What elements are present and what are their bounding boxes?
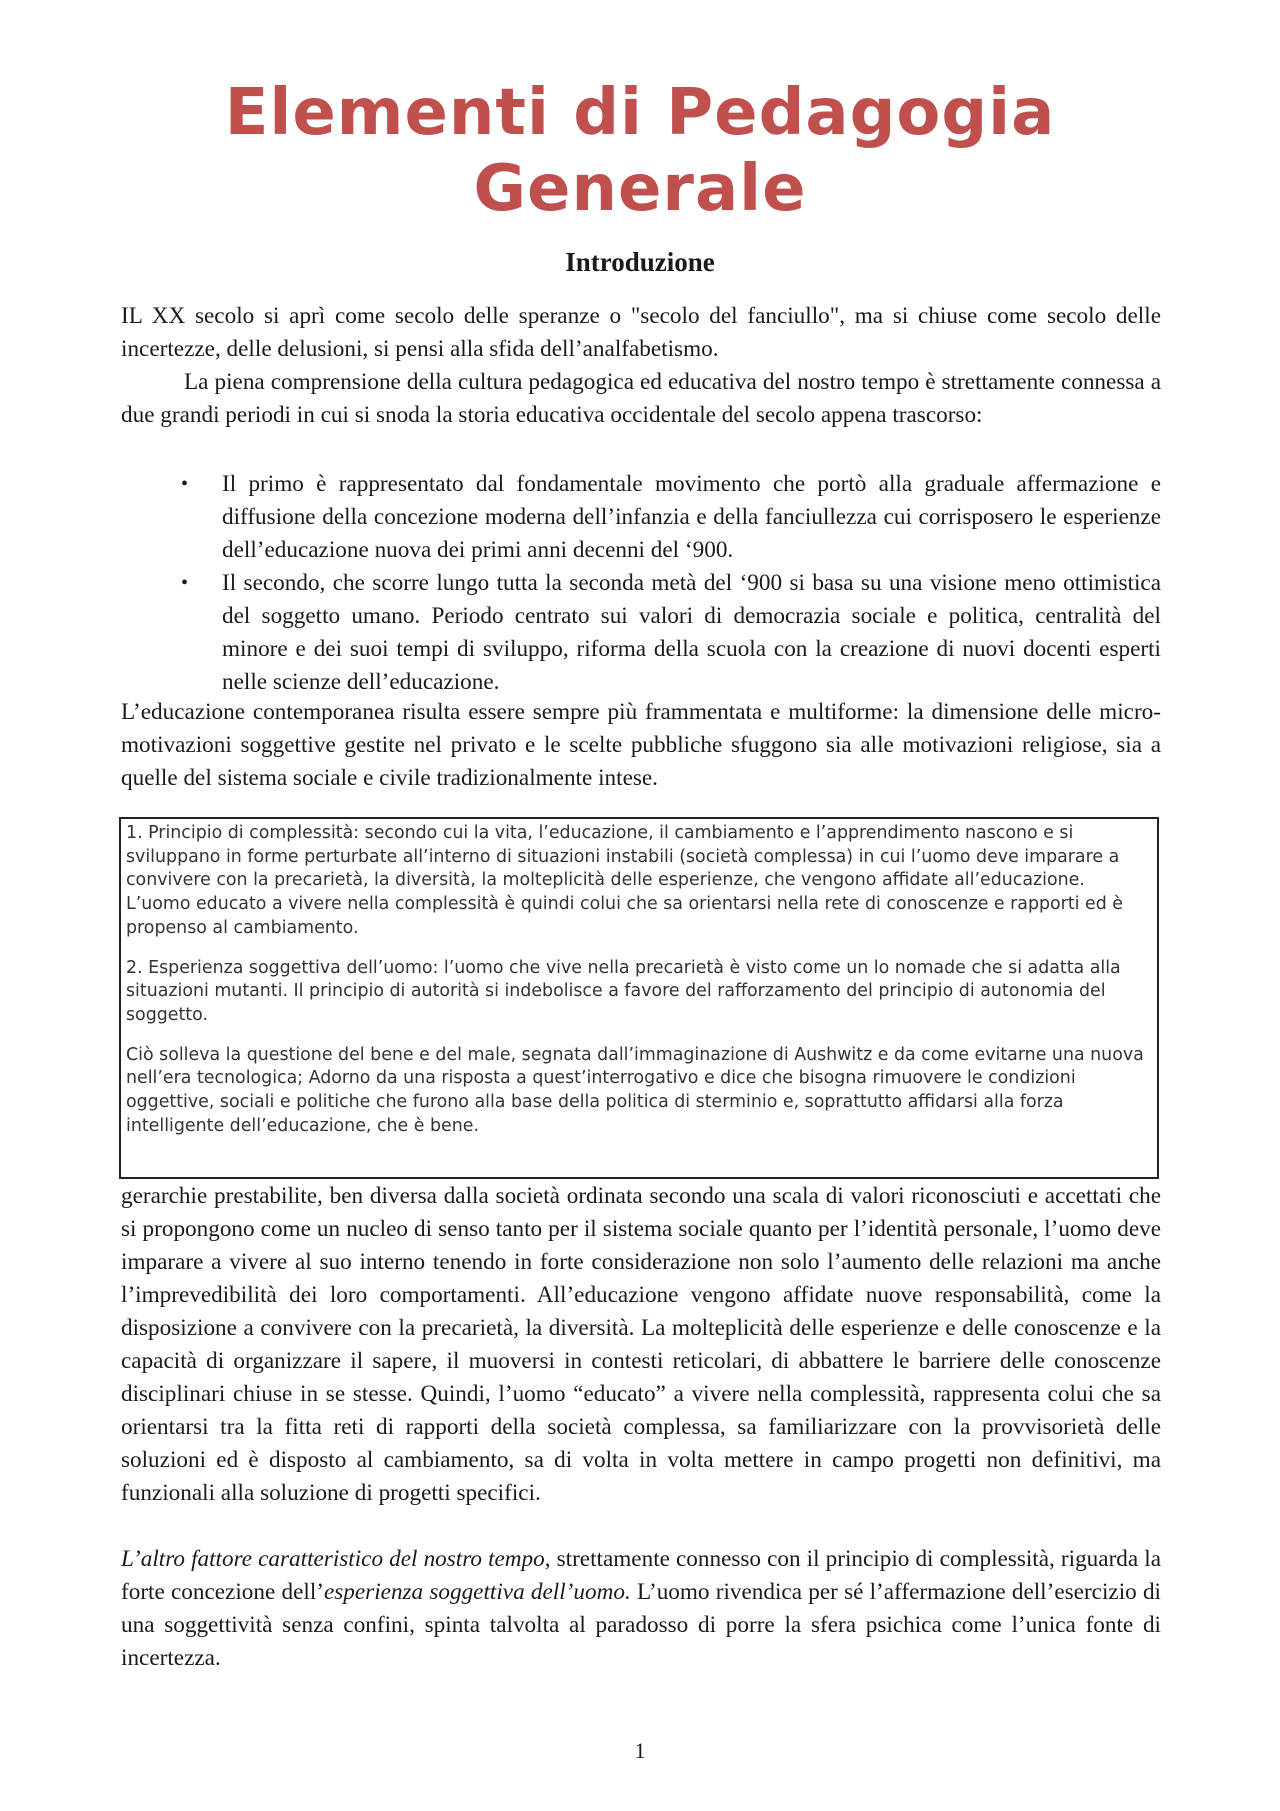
good-and-evil-note: Ciò solleva la questione del bene e del male, segnata dall’immaginazione di Aushwitz e da come evitarne una nuova nell’era tecnologica; Adorno da una risposta a quest’interrogativo e dice che bisogna rimuovere le condizioni oggettive, sociali e politiche che furono alla base della politica di sterminio e, soprattutto affidarsi alla forza intelligente dell’educazione, che è bene. (126, 1044, 1144, 1136)
contemporary-education-paragraph: L’educazione contemporanea risulta essere sempre più frammentata e multiforme: la dimensione delle micro-motivazioni soggettive gestite nel privato e le scelte pubbliche sfuggono sia alle motivazioni religiose, sia a quelle del sistema sociale e civile tradizionalmente intese. (121, 699, 1161, 791)
periods-paragraph: La piena comprensione della cultura pedagogica ed educativa del nostro tempo è strettamente connessa a due grandi periodi in cui si snoda la storia educativa occidentale del secolo appena trascorso: (121, 369, 1161, 428)
document-title (120, 75, 1160, 227)
italic-phrase: esperienza soggettiva dell’uomo. (323, 1579, 631, 1605)
list-item-text: Il primo è rappresentato dal fondamentale movimento che portò alla graduale affermazione e diffusione della concezione moderna dell’infanzia e della fanciullezza cui corrisposero le esperienze dell’educazione nuova dei primi anni decenni del ‘900. (222, 471, 1161, 563)
intro-paragraph: IL XX secolo si aprì come secolo delle speranze o "secolo del fanciullo", ma si chiuse come secolo delle incertezze, delle delusioni, si pensi alla sfida dell’analfabetismo. (121, 303, 1161, 362)
page-number: 1 (634, 1738, 646, 1763)
subjective-factor-paragraph (121, 1543, 1161, 1675)
subjective-experience-principle: 2. Esperienza soggettiva dell’uomo: l’uomo che vive nella precarietà è visto come un lo nomade che si adatta alla situazioni mutanti. Il principio di autorità si indebolisce a favore del rafforzamento del principio di autonomia del soggetto. (126, 957, 1121, 1025)
list-item (121, 468, 1161, 567)
text-run: , strettamente connesso con il principio di complessità, riguarda la forte concezione dell’ (121, 1546, 1161, 1605)
complexity-principle: 1. Principio di complessità: secondo cui la vita, l’educazione, il cambiamento e l’apprendimento nascono e si sviluppano in forme perturbate all’interno di situazioni instabili (società complessa) in cui l’uomo deve imparare a convivere con la precarietà, la diversità, la molteplicità delle esperienze, che vengono affidate all’educazione. L’uomo educato a vivere nella complessità è quindi colui che sa orientarsi nella rete di conoscenze e rapporti ed è propenso al cambiamento. (126, 823, 1123, 938)
principles-box (119, 817, 1159, 1179)
list-item-text: Il secondo, che scorre lungo tutta la seconda metà del ‘900 si basa su una visione meno ottimistica del soggetto umano. Periodo centrato sui valori di democrazia sociale e politica, centralità del minore e dei suoi tempi di sviluppo, riforma della scuola con la creazione di nuovi docenti esperti nelle scienze dell’educazione. (222, 570, 1161, 695)
list-item (121, 567, 1161, 699)
text-run: L’uomo rivendica per sé l’affermazione dell’esercizio di una soggettività senza confini, spinta talvolta al paradosso di porre la sfera psichica come l’unica fonte di incertezza. (121, 1579, 1161, 1671)
italic-phrase: L’altro fattore caratteristico del nostro tempo (121, 1546, 545, 1572)
title-line-2: Generale (473, 152, 807, 226)
bullet-icon: • (181, 572, 189, 594)
hierarchies-paragraph: gerarchie prestabilite, ben diversa dalla società ordinata secondo una scala di valori riconosciuti e accettati che si propongono come un nucleo di senso tanto per il sistema sociale quanto per l’identità personale, l’uomo deve imparare a vivere al suo interno tenendo in forte considerazione non solo l’aumento delle relazioni ma anche l’imprevedibilità dei loro comportamenti. All’educazione vengono affidate nuove responsabilità, come la disposizione a convivere con la precarietà, la diversità. La molteplicità delle esperienze e delle conoscenze e la capacità di organizzare il sapere, il muoversi in contesti reticolari, di abbattere le barriere delle conoscenze disciplinari chiuse in se stesse. Quindi, l’uomo “educato” a vivere nella complessità, rappresenta colui che sa orientarsi tra la fitta reti di rapporti della società complessa, sa familiarizzare con la provvisorietà delle soluzioni ed è disposto al cambiamento, sa di volta in volta mettere in campo progetti non definitivi, ma funzionali alla soluzione di progetti specifici. (121, 1183, 1161, 1506)
title-line-1: Elementi di Pedagogia (224, 76, 1056, 150)
section-heading: Introduzione (565, 247, 715, 277)
periods-list (121, 468, 1161, 699)
bullet-icon: • (181, 473, 189, 495)
